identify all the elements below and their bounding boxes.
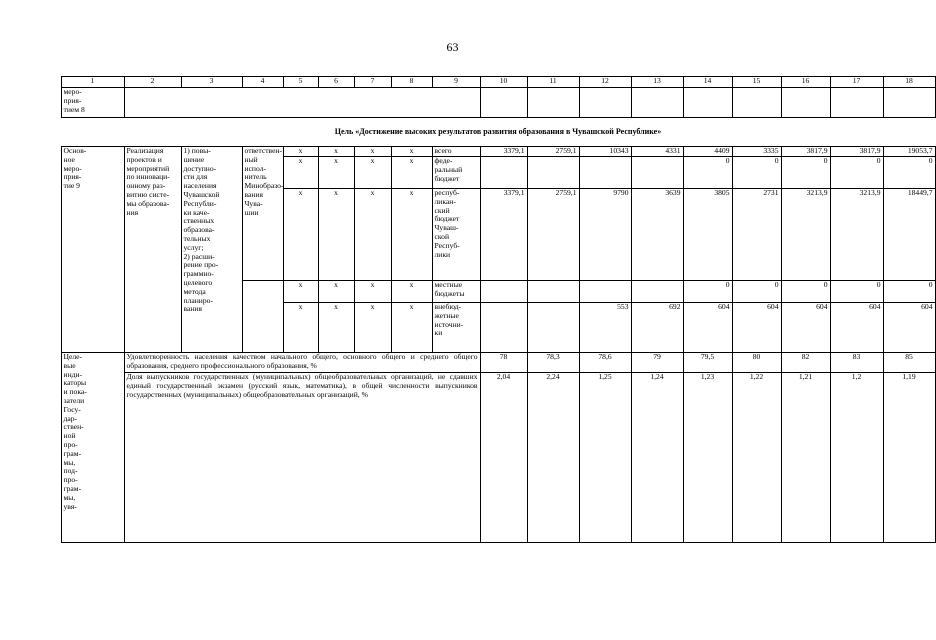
indicator-name: Удовлетворенность населения качеством начального общего, основного общего и среднего общего образования, среднего профессионального образования, % [124,353,480,373]
header-cell: 8 [391,77,432,88]
header-cell: 16 [781,77,830,88]
value-cell: 3379,1 [480,147,527,157]
value-cell [830,88,883,118]
x-mark: x [391,189,432,281]
header-cell: 14 [683,77,732,88]
value-cell: 3213,9 [830,189,883,281]
x-mark: x [354,189,391,281]
value-cell: 0 [830,281,883,303]
x-mark: x [283,281,318,303]
value-cell: 79,5 [683,353,732,373]
goal-title: Цель «Достижение высоких результатов развития образования в Чувашской Республике» [61,118,935,147]
header-cell: 6 [318,77,354,88]
value-cell: 10343 [579,147,631,157]
x-mark: x [391,303,432,353]
value-cell: 0 [683,157,732,189]
value-cell: 553 [579,303,631,353]
x-mark: x [283,157,318,189]
value-cell: 1,2 [830,373,883,543]
indicator-label: Целе- вые инди- каторы и пока- затели Госу- дар- ствен- ной про- грам- мы, под- про- грам- мы, увя- [61,353,124,543]
value-cell: 78,3 [527,353,579,373]
table-body [61,77,935,543]
value-cell: 0 [732,281,781,303]
event-name: Реализация проектов и мероприятий по инноваци- онному раз- витию систе- мы образова- ния [124,147,181,353]
funding-row [61,147,935,157]
value-cell: 0 [830,157,883,189]
value-cell: 2759,1 [527,189,579,281]
value-cell: 79 [631,353,683,373]
value-cell [480,157,527,189]
value-cell: 3335 [732,147,781,157]
value-cell [683,88,732,118]
indicator-name: Доля выпускников государственных (муниципальных) общеобразовательных организаций, не сдавших единый государственный экзамен (русский язык, математика), в общей численности выпускников государственных (муниципальных) общеобразовательных организаций, % [124,373,480,543]
event-tasks: 1) повы- шение доступно- сти для населения Чувашской Республи- ки каче- ственных образова- тельных услуг; 2) расши- рение про- граммно- целевого метода планиро- вания [181,147,242,353]
value-cell: 1,21 [781,373,830,543]
value-cell [732,88,781,118]
executor-blank [242,281,283,353]
carry-over-name: меро- прия- тием 8 [61,88,124,118]
value-cell: 1,19 [883,373,935,543]
value-cell [480,303,527,353]
x-mark: x [283,189,318,281]
header-cell: 18 [883,77,935,88]
value-cell: 2,24 [527,373,579,543]
value-cell: 2759,1 [527,147,579,157]
value-cell [631,281,683,303]
x-mark: x [391,147,432,157]
header-cell: 7 [354,77,391,88]
value-cell [527,157,579,189]
indicator-row [61,353,935,373]
value-cell: 3213,9 [781,189,830,281]
x-mark: x [318,189,354,281]
value-cell [579,88,631,118]
value-cell: 3639 [631,189,683,281]
value-cell: 82 [781,353,830,373]
indicator-row [61,373,935,543]
value-cell: 0 [883,157,935,189]
x-mark: x [354,303,391,353]
value-cell: 18449,7 [883,189,935,281]
header-cell: 10 [480,77,527,88]
header-cell: 5 [283,77,318,88]
value-cell: 604 [781,303,830,353]
value-cell [480,88,527,118]
value-cell [527,88,579,118]
value-cell: 1,23 [683,373,732,543]
event-executor: ответствен- ный испол- нитель Минобразо- вания Чува- шии [242,147,283,281]
value-cell: 80 [732,353,781,373]
value-cell: 4331 [631,147,683,157]
funding-source: местные бюджеты [432,281,480,303]
x-mark: x [354,157,391,189]
x-mark: x [354,147,391,157]
value-cell: 78,6 [579,353,631,373]
x-mark: x [391,281,432,303]
header-cell: 11 [527,77,579,88]
value-cell [579,157,631,189]
program-table [61,76,936,543]
x-mark: x [318,303,354,353]
goal-row [61,118,935,147]
value-cell: 3805 [683,189,732,281]
header-cell: 2 [124,77,181,88]
x-mark: x [318,147,354,157]
value-cell: 604 [732,303,781,353]
header-cell: 15 [732,77,781,88]
funding-source: феде- ральный бюджет [432,157,480,189]
value-cell: 1,24 [631,373,683,543]
x-mark: x [391,157,432,189]
value-cell [579,281,631,303]
value-cell: 83 [830,353,883,373]
value-cell: 0 [732,157,781,189]
value-cell: 0 [781,281,830,303]
header-cell: 1 [61,77,124,88]
value-cell [883,88,935,118]
x-mark: x [283,303,318,353]
value-cell: 692 [631,303,683,353]
header-cell: 9 [432,77,480,88]
value-cell [480,281,527,303]
x-mark: x [318,281,354,303]
value-cell [631,88,683,118]
value-cell [527,303,579,353]
value-cell: 85 [883,353,935,373]
value-cell: 0 [683,281,732,303]
value-cell: 78 [480,353,527,373]
header-cell: 12 [579,77,631,88]
header-row [61,77,935,88]
event-label: Основ- ное меро- прия- тие 9 [61,147,124,353]
header-cell: 3 [181,77,242,88]
x-mark: x [283,147,318,157]
x-mark: x [354,281,391,303]
value-cell: 604 [683,303,732,353]
value-cell: 1,25 [579,373,631,543]
value-cell [781,88,830,118]
value-cell [631,157,683,189]
funding-source: всего [432,147,480,157]
funding-source: внебюд- жетные источни- ки [432,303,480,353]
carry-over-blank [124,88,480,118]
value-cell: 19053,7 [883,147,935,157]
value-cell: 0 [781,157,830,189]
value-cell: 604 [883,303,935,353]
value-cell: 9790 [579,189,631,281]
value-cell: 3817,9 [781,147,830,157]
page-number: 63 [446,40,459,54]
value-cell: 0 [883,281,935,303]
value-cell [527,281,579,303]
value-cell: 3817,9 [830,147,883,157]
value-cell: 1,22 [732,373,781,543]
carry-over-row [61,88,935,118]
funding-source: респуб- ликан- ский бюджет Чуваш- ской Респуб- лики [432,189,480,281]
value-cell: 604 [830,303,883,353]
header-cell: 13 [631,77,683,88]
value-cell: 4409 [683,147,732,157]
value-cell: 3379,1 [480,189,527,281]
value-cell: 2731 [732,189,781,281]
header-cell: 4 [242,77,283,88]
header-cell: 17 [830,77,883,88]
value-cell: 2,04 [480,373,527,543]
x-mark: x [318,157,354,189]
